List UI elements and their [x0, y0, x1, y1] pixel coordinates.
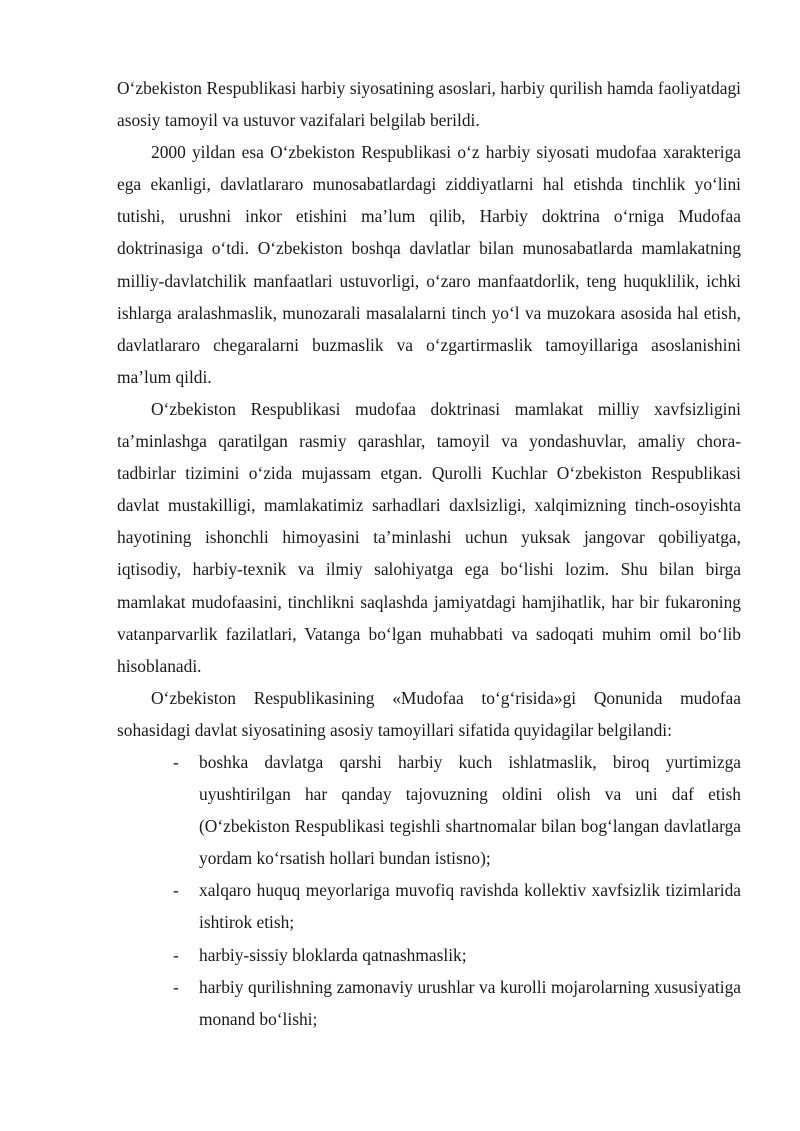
list-dash: -: [173, 751, 179, 772]
paragraph: O‘zbekiston Respublikasining «Mudofaa to‘g‘risida»gi Qonunida mudofaa sohasidagi davlat siyosatining asosiy tamoyillari sifatida quyidagilar belgilandi:: [117, 687, 741, 740]
list-dash: -: [173, 880, 179, 901]
list-item-text: harbiy qurilishning zamonaviy urushlar va kurolli mojarolarning xususiyatiga monand bo‘lishi;: [199, 976, 741, 1029]
paragraph: O‘zbekiston Respublikasi mudofaa doktrinasi mamlakat milliy xavfsizligini ta’minlashga qaratilgan rasmiy qarashlar, tamoyil va yondashuvlar, amaliy chora-tadbirlar tizimini o‘zida mujassam etgan. Qurolli Kuchlar O‘zbekiston Respublikasi davlat mustakilligi, mamlakatimiz sarhadlari daxlsizligi, xalqimizning tinch-osoyishta hayotining ishonchli himoyasini ta’minlashi uchun yuksak jangovar qobiliyatga, iqtisodiy, harbiy-texnik va ilmiy salohiyatga ega bo‘lishi lozim. Shu bilan birga mamlakat mudofaasini, tinchlikni saqlashda jamiyatdagi hamjihatlik, har bir fukaroning vatanparvarlik fazilatlari, Vatanga bo‘lgan muhabbati va sadoqati muhim omil bo‘lib hisoblanadi.: [117, 398, 741, 676]
list-item-text: boshka davlatga qarshi harbiy kuch ishlatmaslik, biroq yurtimizga uyushtirilgan har qanday tajovuzning oldini olish va uni daf etish (O‘zbekiston Respublikasi tegishli shartnomalar bilan bog‘langan davlatlarga yordam ko‘rsatish hollari bundan istisno);: [199, 751, 741, 869]
document-page: [117, 72, 741, 1035]
list-item-text: harbiy-sissiy bloklarda qatnashmaslik;: [199, 944, 467, 965]
list-item: [117, 746, 741, 874]
paragraph: O‘zbekiston Respublikasi harbiy siyosatining asoslari, harbiy qurilish hamda faoliyatdagi asosiy tamoyil va ustuvor vazifalari belgilab berildi.: [117, 78, 741, 131]
list-item-text: xalqaro huquq meyorlariga muvofiq ravishda kollektiv xavfsizlik tizimlarida ishtirok etish;: [199, 880, 741, 933]
list-item: [117, 971, 741, 1035]
paragraph: 2000 yildan esa O‘zbekiston Respublikasi o‘z harbiy siyosati mudofaa xarakteriga ega ekanligi, davlatlararo munosabatlardagi ziddiyatlarni hal etishda tinchlik yo‘lini tutishi, urushni inkor etishini ma’lum qilib, Harbiy doktrina o‘rniga Mudofaa doktrinasiga o‘tdi. O‘zbekiston boshqa davlatlar bilan munosabatlarda mamlakatning milliy-davlatchilik manfaatlari ustuvorligi, o‘zaro manfaatdorlik, teng huquklilik, ichki ishlarga aralashmaslik, munozarali masalalarni tinch yo‘l va muzokara asosida hal etish, davlatlararo chegaralarni buzmaslik va o‘zgartirmaslik tamoyillariga asoslanishini ma’lum qildi.: [117, 142, 741, 387]
list-dash: -: [173, 944, 179, 965]
list-item: [117, 939, 741, 971]
list-item: [117, 874, 741, 938]
list-dash: -: [173, 976, 179, 997]
principles-list: [117, 746, 741, 1035]
